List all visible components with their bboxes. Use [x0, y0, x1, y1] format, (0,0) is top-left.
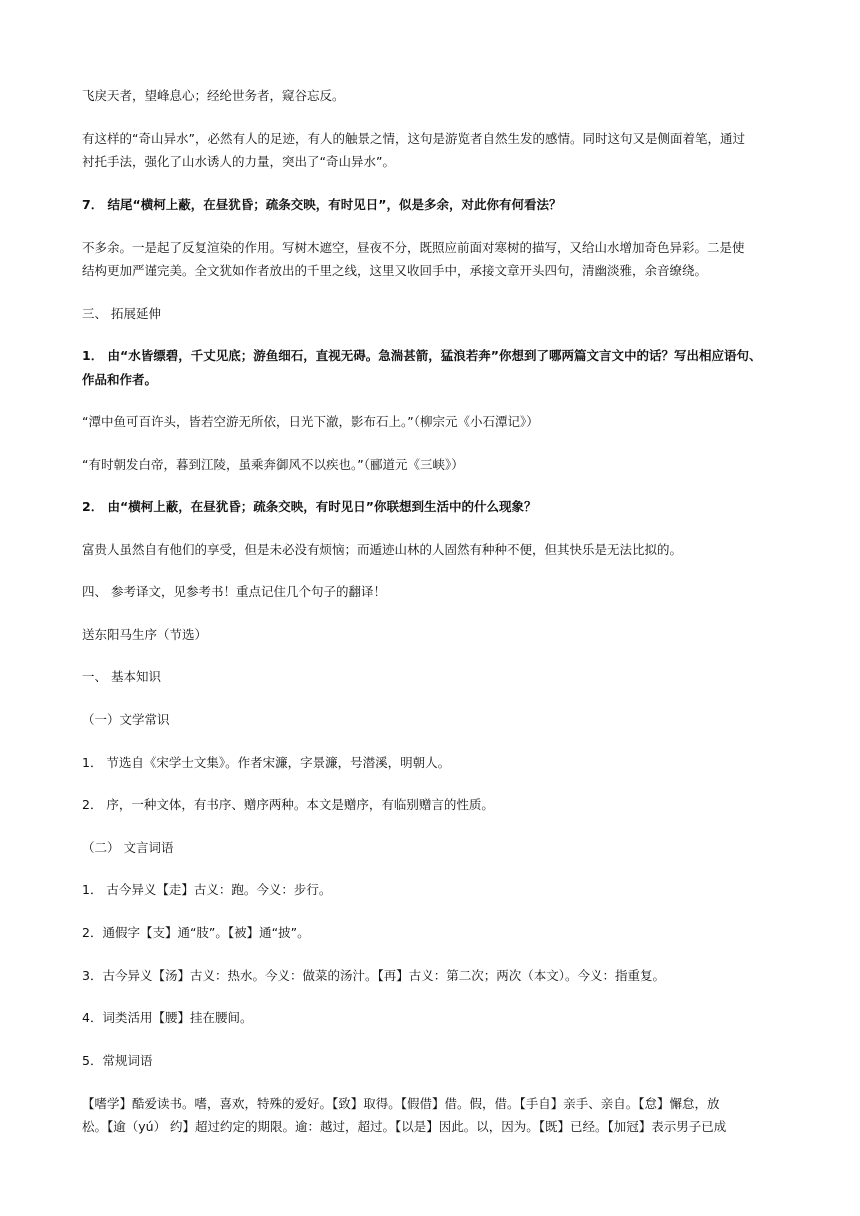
text-line: 不多余。一是起了反复渲染的作用。写树木遮空，昼夜不分，既照应前面对寒树的描写，又给山水增加奇色异彩。二是使	[82, 240, 745, 255]
text-line: 飞戾天者，望峰息心；经纶世务者，窥谷忘反。	[82, 88, 345, 103]
question-heading: 作品和作者。	[82, 372, 158, 387]
text-line: 3．古今异义【汤】古义：热水。今义：做菜的汤汁。【再】古义：第二次；两次（本文）。今义：指重复。	[82, 968, 665, 983]
text-line: 富贵人虽然自有他们的享受，但是未必没有烦恼；而遁迹山林的人固然有种种不便，但其快乐是无法比拟的。	[82, 542, 683, 557]
text-line: 衬托手法，强化了山水诱人的力量，突出了“奇山异水”。	[82, 154, 395, 169]
text-line: 2．通假字【支】通“肢”。【被】通“披”。	[82, 925, 310, 940]
subsection-heading: （一）文学常识	[82, 712, 170, 727]
text-line: 4．词类活用【腰】挂在腰间。	[82, 1010, 253, 1025]
article-title: 送东阳马生序（节选）	[82, 627, 208, 642]
section-heading: 三、 拓展延伸	[82, 306, 161, 321]
question-heading: 7． 结尾“横柯上蔽，在昼犹昏；疏条交映，有时见日”，似是多余，对此你有何看法？	[82, 197, 562, 212]
text-line: “潭中鱼可百许头，皆若空游无所依，日光下澈，影布石上。”（柳宗元《小石潭记》）	[82, 414, 539, 429]
section-heading: 四、 参考译文，见参考书！重点记住几个句子的翻译！	[82, 584, 386, 599]
text-line: “有时朝发白帝，暮到江陵，虽乘奔御风不以疾也。”（郦道元《三峡》）	[82, 457, 464, 472]
text-line: 1． 古今异义【走】古义：跑。今义：步行。	[82, 882, 332, 897]
subsection-heading: （二） 文言词语	[82, 840, 174, 855]
question-heading: 2． 由“横柯上蔽，在昼犹昏；疏条交映，有时见日”你联想到生活中的什么现象？	[82, 499, 537, 514]
question-heading: 1． 由“水皆缥碧，千丈见底；游鱼细石，直视无碍。急湍甚箭，猛浪若奔”你想到了哪两篇文言文中的话？写出相应语句、	[82, 348, 762, 363]
text-line: 5．常规词语	[82, 1053, 153, 1068]
text-line: 2． 序，一种文体，有书序、赠序两种。本文是赠序，有临别赠言的性质。	[82, 797, 494, 812]
text-line: 1． 节选自《宋学士文集》。作者宋濂，字景濂，号潜溪，明朝人。	[82, 755, 451, 770]
text-line: 结构更加严谨完美。全文犹如作者放出的千里之线，这里又收回手中，承接文章开头四句，清幽淡雅，余音缭绕。	[82, 263, 708, 278]
text-line: 有这样的“奇山异水”，必然有人的足迹，有人的触景之情，这句是游览者自然生发的感情。同时这句又是侧面着笔，通过	[82, 131, 745, 146]
text-line: 松。【逾（yú） 约】超过约定的期限。逾：越过，超过。【以是】因此。以，因为。【既】已经。【加冠】表示男子已成	[82, 1119, 727, 1134]
text-line: 【嗜学】酷爱读书。嗜，喜欢，特殊的爱好。【致】取得。【假借】借。假，借。【手自】亲手、亲自。【怠】懈怠，放	[82, 1096, 720, 1111]
section-heading: 一、 基本知识	[82, 669, 161, 684]
